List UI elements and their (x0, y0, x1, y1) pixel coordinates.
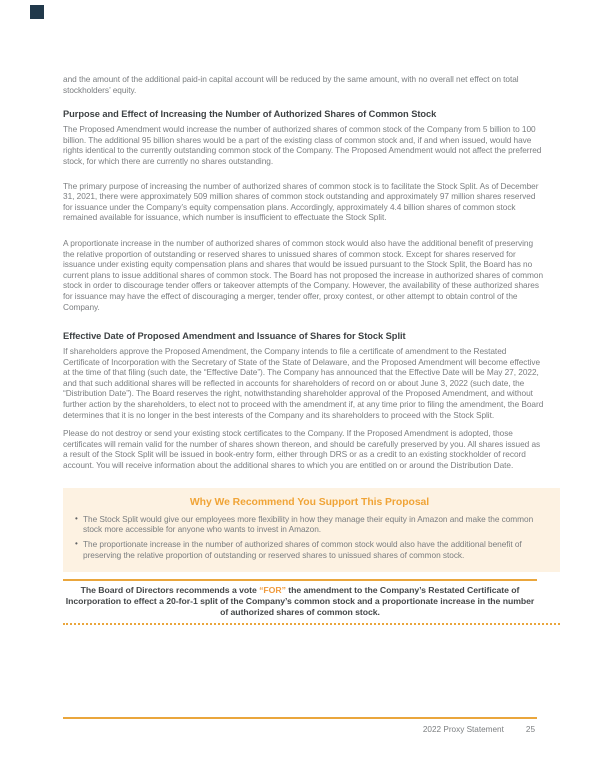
footer-text-row (63, 725, 537, 734)
recommendation-bullet-1 (73, 514, 546, 536)
board-recommendation-text (63, 585, 537, 617)
footer-divider (63, 717, 537, 719)
vote-for-highlight: “FOR” (259, 585, 286, 596)
paragraph-purpose-1: The Proposed Amendment would increase the number of authorized shares of common stock of the Company from 5 billion to 100 billion. The additional 95 billion shares would be a part of the existing class of common stock and, if and when issued, would have rights identical to the currently outstanding common stock of the Company. The Proposed Amendment would not affect the preferred stock, for which there are currently no shares outstanding. (63, 124, 542, 166)
board-text-pre: The Board of Directors recommends a vote (80, 585, 260, 596)
paragraph-intro-continuation: and the amount of the additional paid-in capital account will be reduced by the same amount, with no overall net effect on total stockholders’ equity. (63, 74, 519, 95)
bullet-icon: • (75, 513, 78, 523)
page-corner-mark (30, 5, 44, 19)
divider-solid-orange (63, 579, 537, 582)
divider-dotted-orange (63, 623, 560, 625)
footer-document-label: 2022 Proxy Statement (422, 724, 504, 734)
bullet-icon: • (75, 539, 78, 549)
page-content (63, 0, 560, 625)
heading-purpose-and-effect: Purpose and Effect of Increasing the Number of Authorized Shares of Common Stock (63, 109, 437, 120)
paragraph-effective-2: Please do not destroy or send your existing stock certificates to the Company. If the Proposed Amendment is adopted, those certificates will remain valid for the number of shares shown thereon, and should be carefully preserved by you. All shares issued as a result of the Stock Split will be issued in book-entry form, either through DRS or as a credit to an existing stockholder of record account. You will receive information about the additional shares to which you are entitled on or around the Distribution Date. (63, 428, 541, 471)
recommendation-bullet-list (73, 514, 546, 561)
board-text-post: the amendment to the Company’s Restated Certificate of Incorporation to effect a 20-for-1 split of the Company’s common stock and a proportionate increase in the number of authorized shares of common stock. (65, 585, 535, 617)
recommendation-bullet-1-text: The Stock Split would give our employees more flexibility in how they manage their equity in Amazon and make the common stock more accessible for anyone who wants to invest in Amazon. (83, 513, 534, 535)
page-footer (63, 717, 537, 734)
recommendation-bullet-2-text: The proportionate increase in the number of authorized shares of common stock would also have the additional benefit of preserving the relative proportion of outstanding or reserved shares to unissued shares of common stock. (83, 539, 522, 561)
board-recommendation-block (63, 579, 560, 625)
recommendation-bullet-2 (73, 539, 546, 561)
heading-effective-date: Effective Date of Proposed Amendment and Issuance of Shares for Stock Split (63, 331, 406, 342)
paragraph-purpose-3: A proportionate increase in the number of authorized shares of common stock would also have the additional benefit of preserving the relative proportion of outstanding or reserved shares to unissued shares of common stock. Except for shares reserved for issuance under existing equity compensation plans and shares that would be issued pursuant to the Stock Split, the Board has no current plans to issue additional shares of common stock. The Board has not proposed the increase in authorized shares of common stock in order to discourage tender offers or takeover attempts of the Company. However, the availability of these authorized shares for issuance may have the effect of discouraging a merger, tender offer, proxy contest, or other attempt to obtain control of the Company. (63, 237, 544, 312)
paragraph-effective-1: If shareholders approve the Proposed Amendment, the Company intends to file a certificate of amendment to the Restated Certificate of Incorporation with the Secretary of State of the State of Delaware, and the Proposed Amendment will become effective at the time of that filing (such date, the “Effective Date”). The Company has announced that the Effective Date will be May 27, 2022, and that such additional shares will be reflected in accounts for shareholders of record on or about June 3, 2022 (such date, the “Distribution Date”). The Board reserves the right, notwithstanding shareholder approval of the Proposed Amendment, and without further action by the shareholders, to elect not to proceed with the amendment if, at any time prior to filing the amendment, the Board determines that it is no longer in the best interests of the Company and its shareholders to proceed with the Stock Split. (63, 346, 544, 420)
paragraph-purpose-2: The primary purpose of increasing the number of authorized shares of common stock is to facilitate the Stock Split. As of December 31, 2021, there were approximately 509 million shares of common stock outstanding and approximately 97 million shares reserved for issuance under the Company’s equity compensation plans. Accordingly, approximately 4.4 billion shares of common stock remained available for issuance, which number is insufficient to effectuate the Stock Split. (63, 180, 539, 223)
recommendation-callout (63, 488, 560, 572)
recommendation-title: Why We Recommend You Support This Proposal (189, 496, 430, 508)
footer-page-number: 25 (525, 724, 535, 734)
